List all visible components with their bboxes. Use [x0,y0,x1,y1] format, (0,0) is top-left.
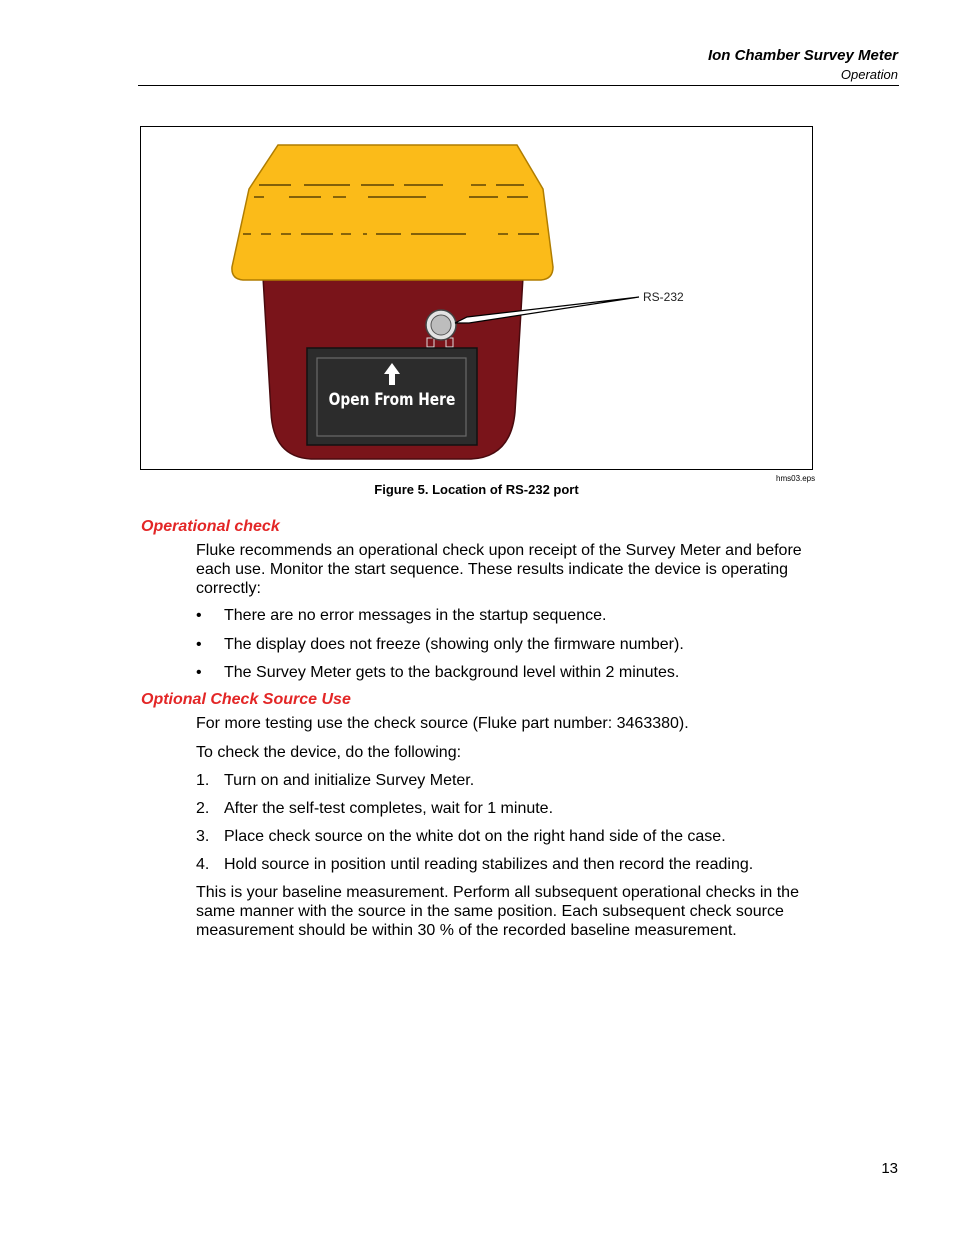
numbered-step: 1. Turn on and initialize Survey Meter. [196,772,475,789]
operational-check-intro: Fluke recommends an operational check upon receipt of the Survey Meter and before each use. Monitor the start sequence. These results indicate the device is operating correctly: [196,542,802,597]
baseline-paragraph: This is your baseline measurement. Perform all subsequent operational checks in the same manner with the source in the same position. Each subsequent check source measurement should be within 30 % of the recorded baseline measurement. [196,884,799,939]
figure-rs232 [140,126,813,470]
numbered-step: 4. Hold source in position until reading stabilizes and then record the reading. [196,856,754,873]
section-heading-optional-check-source: Optional Check Source Use [141,691,351,708]
meter-cap [232,145,553,280]
section-heading-operational-check: Operational check [141,518,280,535]
bullet-symbol: • [196,664,202,681]
survey-meter-illustration [141,127,814,471]
page-number: 13 [881,1160,898,1177]
check-source-paragraph: For more testing use the check source (Fluke part number: 3463380). [196,715,689,732]
bullet-item: • The display does not freeze (showing only the firmware number). [196,636,684,653]
figure-file-name: hms03.eps [776,474,816,483]
step-number: 3. [196,828,210,845]
bullet-symbol: • [196,636,202,653]
running-header-title: Ion Chamber Survey Meter [707,47,898,64]
bullet-item: • The Survey Meter gets to the background level within 2 minutes. [196,664,680,681]
numbered-step: 2. After the self-test completes, wait for 1 minute. [196,800,554,817]
open-from-here-label: Open From Here [328,389,456,410]
rs232-port-icon [426,310,456,340]
check-device-paragraph: To check the device, do the following: [196,744,462,761]
step-number: 1. [196,772,210,789]
bullet-symbol: • [196,607,202,624]
numbered-step: 3. Place check source on the white dot on the right hand side of the case. [196,828,726,845]
step-number: 4. [196,856,210,873]
step-number: 2. [196,800,210,817]
figure-caption: Figure 5. Location of RS-232 port [374,482,579,497]
bullet-item: • There are no error messages in the startup sequence. [196,607,607,624]
running-header-subtitle: Operation [840,67,898,82]
header-rule [138,85,899,86]
callout-rs232-label: RS-232 [643,290,684,304]
